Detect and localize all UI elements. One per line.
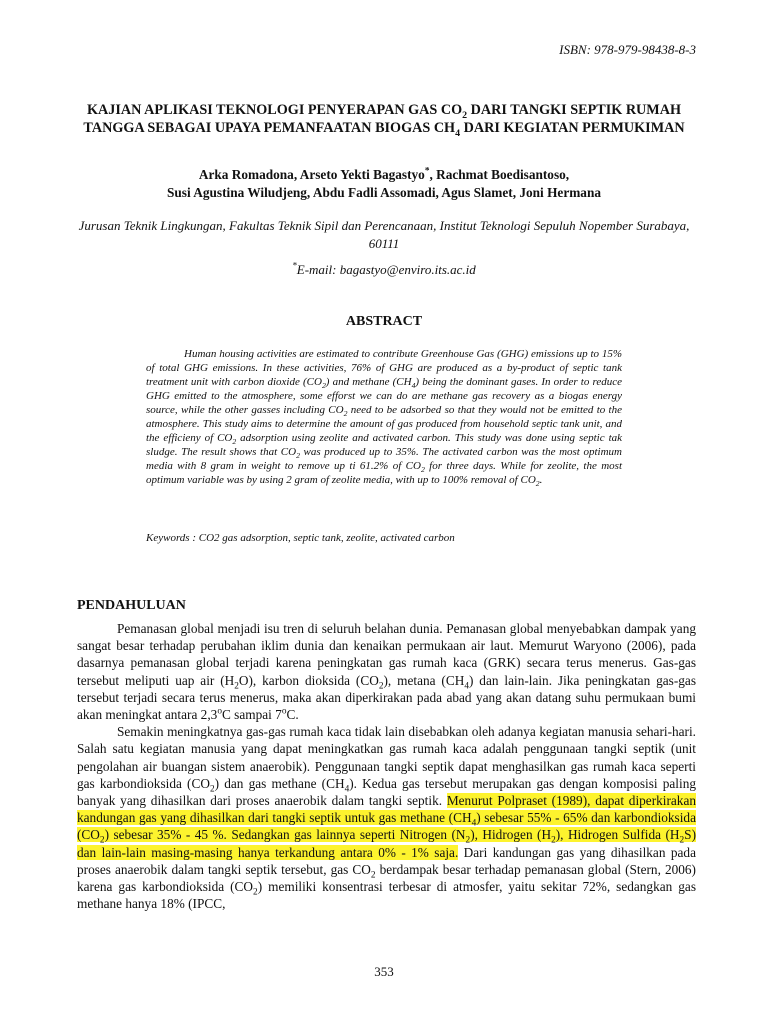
- body-text: ), metana (CH: [383, 672, 465, 688]
- section-body: [77, 620, 696, 912]
- email-text: E-mail: bagastyo@enviro.its.ac.id: [296, 262, 476, 277]
- body-sup: o: [217, 706, 222, 717]
- abstract-sub: 2: [343, 409, 348, 419]
- authors-line1-b: , Rachmat Boedisantoso,: [429, 167, 570, 182]
- highlight-text: ) sebesar 55% - 65% dan karbondioksida (CO: [77, 810, 696, 843]
- highlight-sub: 2: [679, 836, 685, 847]
- abstract-text: ) being the dominant gases. In order to reduce GHG emitted to the atmosphere, some efforst we can do are methane gas recovery as a biogas energy source, while the other gasses including CO: [146, 376, 623, 416]
- keywords: Keywords : CO2 gas adsorption, septic tank, zeolite, activated carbon: [146, 532, 455, 544]
- title-sub-2: 4: [455, 127, 461, 139]
- body-sup: o: [281, 706, 287, 717]
- body-text: Pemanasan global menjadi isu tren di seluruh belahan dunia. Pemanasan global menyebabkan dampak yang sangat besar terhadap perubahan iklim dunia dan kenaikan permukaan air laut. Memurut Waryono (2006), pada dasarnya pemanasan global terjadi karena peningkatan gas rumah kaca (GRK) secara terus menerus. Gas-gas tersebut meliputi uap air (H: [77, 621, 696, 688]
- abstract-sub: 2: [296, 451, 300, 461]
- abstract-heading: ABSTRACT: [345, 314, 423, 329]
- body-text: Dari kandungan gas yang dihasilkan pada proses anaerobik dalam tangki septik tersebut, gas CO: [77, 844, 696, 877]
- highlight-sub: 2: [551, 836, 556, 847]
- authors-line2: Susi Agustina Wiludjeng, Abdu Fadli Assomadi, Agus Slamet, Joni Hermana: [167, 185, 601, 200]
- body-text: Semakin meningkatnya gas-gas rumah kaca tidak lain disebabkan oleh adanya kegiatan manusia sehari-hari. Salah satu kegiatan manusia yang dapat meningkatkan gas rumah kaca adalah penggunaan tangki septik (unit pengolahan air buangan sistem anaerobik). Penggunaan tangki septik dapat menghasilkan gas rumah kaca seperti gas karbondioksida (CO: [77, 724, 696, 791]
- abstract-text: for three days. While for zeolite, the most optimum variable was by using 2 gram of zeolite media, with up to 100% removal of CO: [146, 460, 622, 486]
- authors-line1-a: Arka Romadona, Arseto Yekti Bagastyo: [198, 167, 425, 182]
- abstract-body: [146, 347, 622, 487]
- affiliation: Jurusan Teknik Lingkungan, Fakultas Teknik Sipil dan Perencanaan, Institut Teknologi Sepuluh Nopember Surabaya, 60111: [78, 218, 690, 251]
- authors-asterisk: *: [424, 166, 430, 177]
- highlight-text: Menurut Polpraset (1989), dapat diperkirakan kandungan gas yang dihasilkan dari tangki septik untuk gas methane (CH: [77, 793, 696, 826]
- highlight-sub: 2: [99, 836, 105, 847]
- body-text: C sampai 7: [221, 707, 282, 723]
- title-sub-1: 2: [462, 109, 468, 121]
- author-list: [60, 166, 708, 202]
- body-text: berdampak besar terhadap pemanasan global (Stern, 2006) karena gas karbondioksida (CO: [77, 861, 696, 895]
- section-heading: PENDAHULUAN: [77, 598, 186, 613]
- abstract-text: need to be adsorbed so that they would not be emitted to the atmosphere. This study aims to determine the amount of gas produced from household septic tank unit, and the efficieny of CO: [146, 404, 622, 444]
- abstract-sub: 2: [321, 381, 326, 391]
- paragraph-2: [77, 723, 696, 912]
- email-asterisk: *: [292, 260, 297, 271]
- title-text-3: DARI KEGIATAN PERMUKIMAN: [460, 119, 685, 136]
- body-sub: 2: [370, 870, 376, 881]
- highlight-text: ) sebesar 35% - 45 %. Sedangkan gas lainnya seperti Nitrogen (N: [104, 827, 466, 843]
- abstract-text: adsorption using zeolite and activated carbon. This study was done using septic tak sludge. The result shows that CO: [146, 432, 623, 458]
- paragraph-1: [77, 620, 696, 723]
- abstract-text: ) and methane (CH: [325, 376, 412, 388]
- abstract-text: Human housing activities are estimated to contribute Greenhouse Gas (GHG) emissions up to 15% of total GHG emissions. In these activities, 76% of GHG are produced as a by-product of septic tank treatment unit with carbon dioxide (CO: [146, 348, 622, 388]
- body-text: C.: [286, 707, 299, 723]
- title-text-1: KAJIAN APLIKASI TEKNOLOGI PENYERAPAN GAS CO: [87, 102, 463, 118]
- abstract-text: .: [539, 474, 543, 486]
- isbn-header: ISBN: 978-979-98438-8-3: [559, 42, 696, 57]
- body-text: O), karbon dioksida (CO: [238, 672, 379, 688]
- page-number: 353: [374, 964, 394, 979]
- highlight-sub: 2: [465, 836, 471, 847]
- abstract-sub: 2: [420, 465, 425, 475]
- highlight-text: S) dan lain-lain masing-masing hanya terkandung antara 0% - 1% saja.: [77, 827, 696, 860]
- body-text: ) dan gas methane (CH: [214, 775, 345, 791]
- body-text: ) memiliki konsentrasi terbesar di atmosfer, yaitu sekitar 72%, sedangkan gas methane hanya 18% (IPCC,: [77, 879, 696, 912]
- paper-title: [60, 102, 708, 137]
- highlight-text: ), Hidrogen Sulfida (H: [555, 827, 680, 843]
- highlight-sub: 4: [471, 818, 477, 829]
- title-text-2: DARI TANGKI SEPTIK RUMAH TANGGA SEBAGAI UPAYA PEMANFAATAN BIOGAS CH: [83, 102, 681, 136]
- body-text: ) dan lain-lain. Jika peningkatan gas-gas tersebut terjadi secara terus menerus, maka akan diperkirakan pada abad yang akan datang suhu permukaan bumi akan meningkat antara 2,3: [77, 672, 696, 723]
- body-sub: 4: [344, 784, 350, 795]
- body-text: ). Kedua gas tersebut merupakan gas dengan komposisi paling banyak yang dihasilkan dari proses anaerobik dalam tangki septik.: [77, 775, 696, 809]
- body-sub: 4: [464, 681, 469, 692]
- email-line: [70, 262, 698, 278]
- abstract-sub: 4: [411, 381, 416, 391]
- highlight-text: ), Hidrogen (H: [470, 827, 552, 843]
- abstract-sub: 2: [535, 479, 540, 489]
- body-sub: 2: [253, 887, 258, 898]
- abstract-text: was produced up to 35%. The activated carbon was the most optimum media with 8 gram in weight to remove up ti 61.2% of CO: [146, 446, 622, 472]
- body-sub: 2: [209, 784, 215, 795]
- body-sub: 2: [234, 681, 239, 692]
- body-sub: 2: [378, 681, 384, 692]
- abstract-sub: 2: [232, 437, 237, 447]
